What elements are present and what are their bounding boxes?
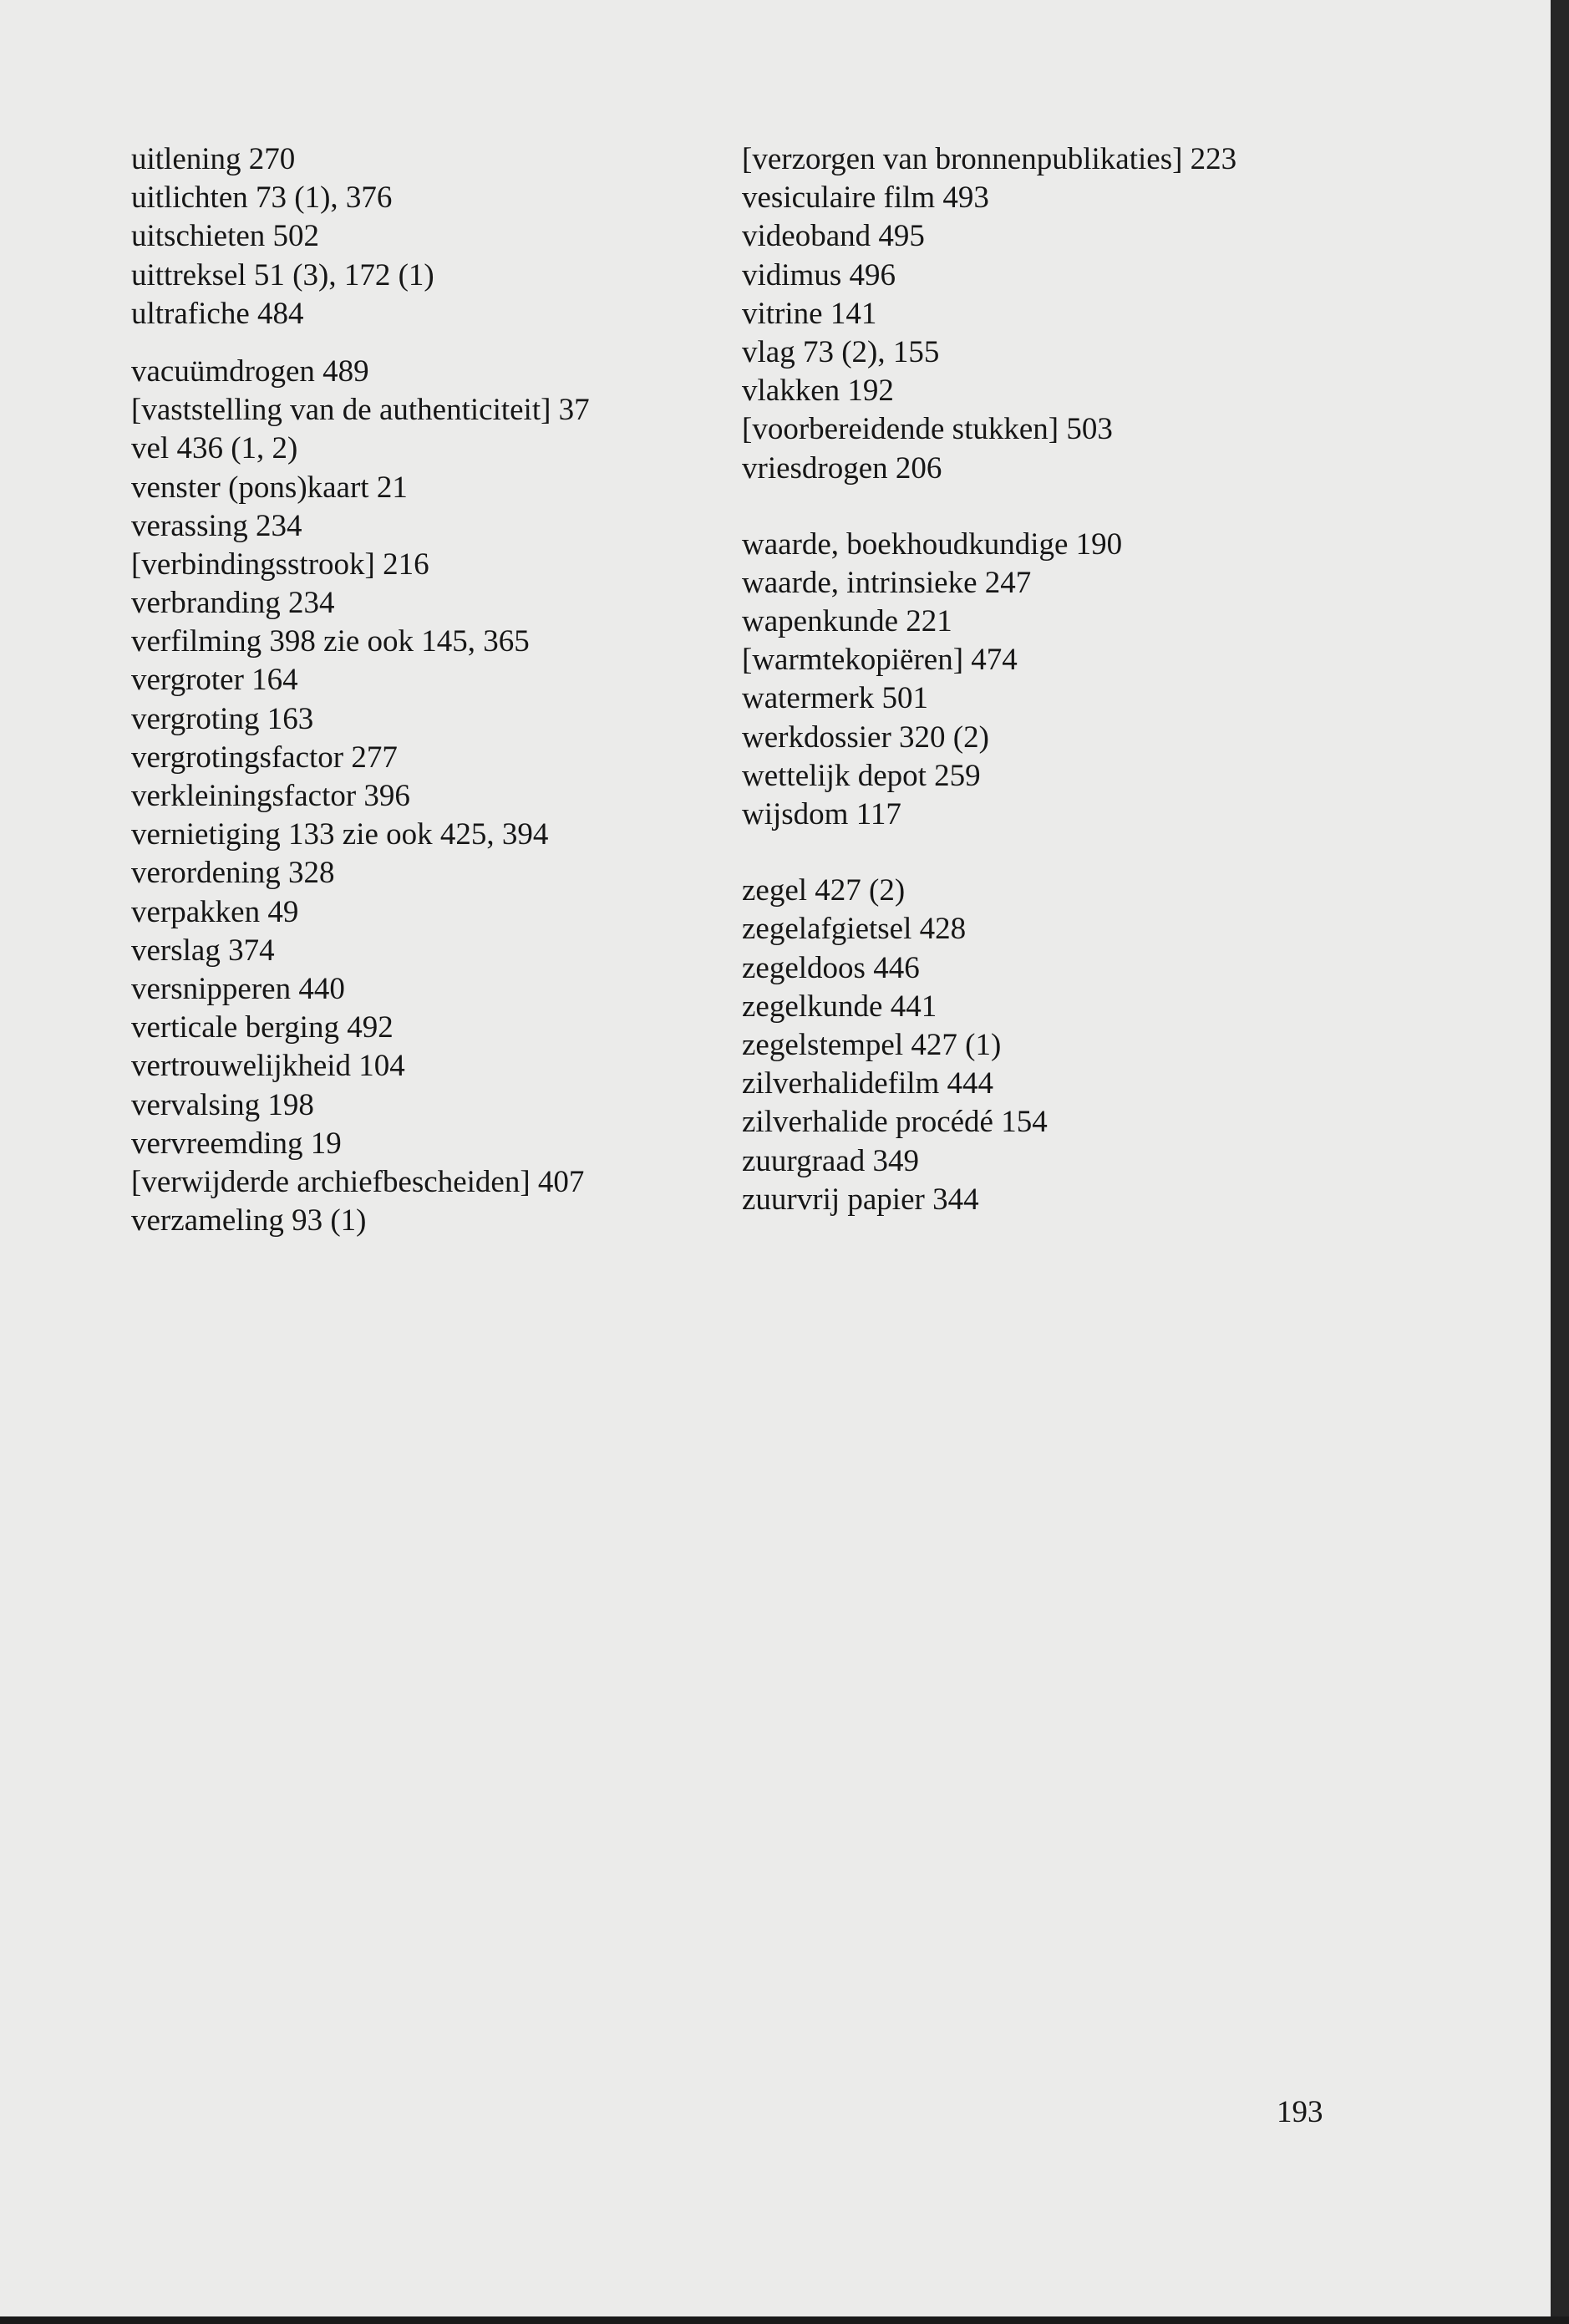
- index-entry: vel 436 (1, 2): [131, 431, 298, 466]
- index-entry: uittreksel 51 (3), 172 (1): [131, 257, 434, 292]
- index-entry: vervalsing 198: [131, 1087, 314, 1122]
- index-entry: versnipperen 440: [131, 971, 345, 1006]
- index-entry: vitrine 141: [742, 296, 877, 331]
- index-entry: vernietiging 133 zie ook 425, 394: [131, 817, 549, 852]
- index-entry: werkdossier 320 (2): [742, 720, 989, 755]
- index-entry: vesiculaire film 493: [742, 181, 989, 216]
- index-entry: wijsdom 117: [742, 797, 901, 831]
- index-entry: zegel 427 (2): [742, 873, 906, 908]
- index-entry: vlakken 192: [742, 374, 894, 409]
- index-entry: videoband 495: [742, 219, 925, 254]
- index-entry: [warmtekopiëren] 474: [742, 643, 1018, 678]
- index-entry: verordening 328: [131, 856, 335, 891]
- index-entry: verfilming 398 zie ook 145, 365: [131, 624, 530, 659]
- index-entry: [verwijderde archiefbescheiden] 407: [131, 1164, 585, 1199]
- index-entry: ultrafiche 484: [131, 296, 304, 331]
- index-entry: vacuümdrogen 489: [131, 353, 369, 389]
- index-entry: vertrouwelijkheid 104: [131, 1049, 405, 1084]
- scan-edge-bottom: [0, 2316, 1569, 2324]
- index-entry: vriesdrogen 206: [742, 450, 942, 486]
- index-entry: uitlichten 73 (1), 376: [131, 181, 393, 216]
- index-entry: waarde, intrinsieke 247: [742, 565, 1032, 600]
- index-entry: verkleiningsfactor 396: [131, 779, 410, 813]
- index-entry: verassing 234: [131, 508, 302, 543]
- index-entry: zuurvrij papier 344: [742, 1182, 979, 1217]
- index-entry: zilverhalidefilm 444: [742, 1066, 994, 1101]
- index-entry: [vaststelling van de authenticiteit] 37: [131, 393, 590, 428]
- index-entry: [voorbereidende stukken] 503: [742, 412, 1113, 447]
- index-entry: uitlening 270: [131, 142, 296, 176]
- index-entry: watermerk 501: [742, 681, 928, 716]
- index-entry: zuurgraad 349: [742, 1143, 919, 1178]
- index-entry: vergroter 164: [131, 663, 298, 698]
- index-entry: verticale berging 492: [131, 1010, 394, 1045]
- index-entry: wapenkunde 221: [742, 604, 952, 639]
- index-entry: uitschieten 502: [131, 219, 320, 254]
- index-entry: zegelafgietsel 428: [742, 912, 967, 947]
- index-entry: zegelstempel 427 (1): [742, 1027, 1002, 1062]
- index-entry: verzameling 93 (1): [131, 1203, 367, 1238]
- index-entry: verpakken 49: [131, 894, 299, 929]
- index-entry: verbranding 234: [131, 586, 335, 621]
- index-entry: [verbindingsstrook] 216: [131, 547, 429, 582]
- scan-edge-right: [1551, 0, 1569, 2324]
- index-entry: zegeldoos 446: [742, 950, 920, 985]
- index-entry: zegelkunde 441: [742, 989, 937, 1024]
- index-entry: zilverhalide procédé 154: [742, 1105, 1048, 1140]
- index-entry: vlag 73 (2), 155: [742, 334, 940, 369]
- index-entry: vergroting 163: [131, 701, 314, 736]
- page-number: 193: [1277, 2095, 1323, 2129]
- index-entry: verslag 374: [131, 933, 275, 968]
- index-entry: waarde, boekhoudkundige 190: [742, 526, 1123, 562]
- index-entry: vervreemding 19: [131, 1126, 342, 1161]
- index-entry: venster (pons)kaart 21: [131, 470, 408, 505]
- index-entry: vergrotingsfactor 277: [131, 740, 398, 775]
- index-entry: [verzorgen van bronnenpublikaties] 223: [742, 142, 1237, 176]
- index-entry: wettelijk depot 259: [742, 758, 981, 793]
- index-column-right: [742, 140, 1377, 1219]
- index-entry: vidimus 496: [742, 257, 896, 292]
- index-column-left: [131, 140, 749, 1240]
